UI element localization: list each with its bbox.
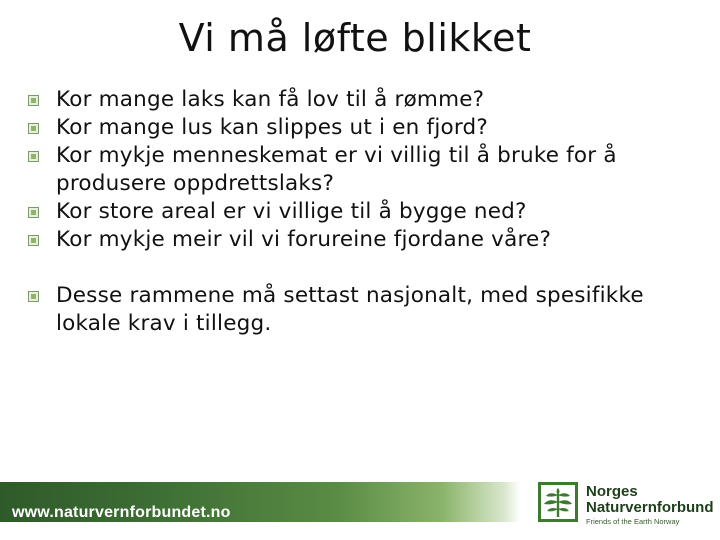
org-subtitle: Friends of the Earth Norway (586, 517, 680, 526)
conclusion-text: Desse rammene må settast nasjonalt, med spesifikke lokale krav i tillegg. (56, 283, 644, 336)
bullet-list (26, 86, 696, 338)
square-bullet-icon (28, 123, 39, 134)
footer-green-bar (0, 482, 520, 522)
bullet-item (26, 198, 696, 226)
website-link[interactable]: www.naturvernforbundet.no (12, 504, 231, 521)
bullet-spacer (26, 254, 696, 282)
org-name-line1: Norges (586, 483, 638, 500)
slide-title: Vi må løfte blikket (178, 16, 532, 60)
bullet-item (26, 86, 696, 114)
square-bullet-icon (28, 235, 39, 246)
bullet-text: Kor mykje meir vil vi forureine fjordane våre? (56, 227, 552, 252)
bullet-item (26, 226, 696, 254)
bullet-item (26, 114, 696, 142)
square-bullet-icon (28, 95, 39, 106)
bullet-text: Kor mykje menneskemat er vi villig til å bruke for å produsere oppdrettslaks? (56, 143, 617, 196)
bullet-item (26, 142, 696, 198)
bullet-text: Kor mange laks kan få lov til å rømme? (56, 87, 485, 112)
square-bullet-icon (28, 291, 39, 302)
footer (0, 470, 720, 540)
square-bullet-icon (28, 151, 39, 162)
org-name-line2: Naturvernforbund (586, 499, 714, 516)
bullet-text: Kor mange lus kan slippes ut i en fjord? (56, 115, 488, 140)
bullet-text: Kor store areal er vi villige til å bygge ned? (56, 199, 527, 224)
conclusion-item (26, 282, 696, 338)
tree-leaf-logo-icon (538, 482, 578, 522)
organization-logo[interactable] (538, 482, 720, 526)
square-bullet-icon (28, 207, 39, 218)
